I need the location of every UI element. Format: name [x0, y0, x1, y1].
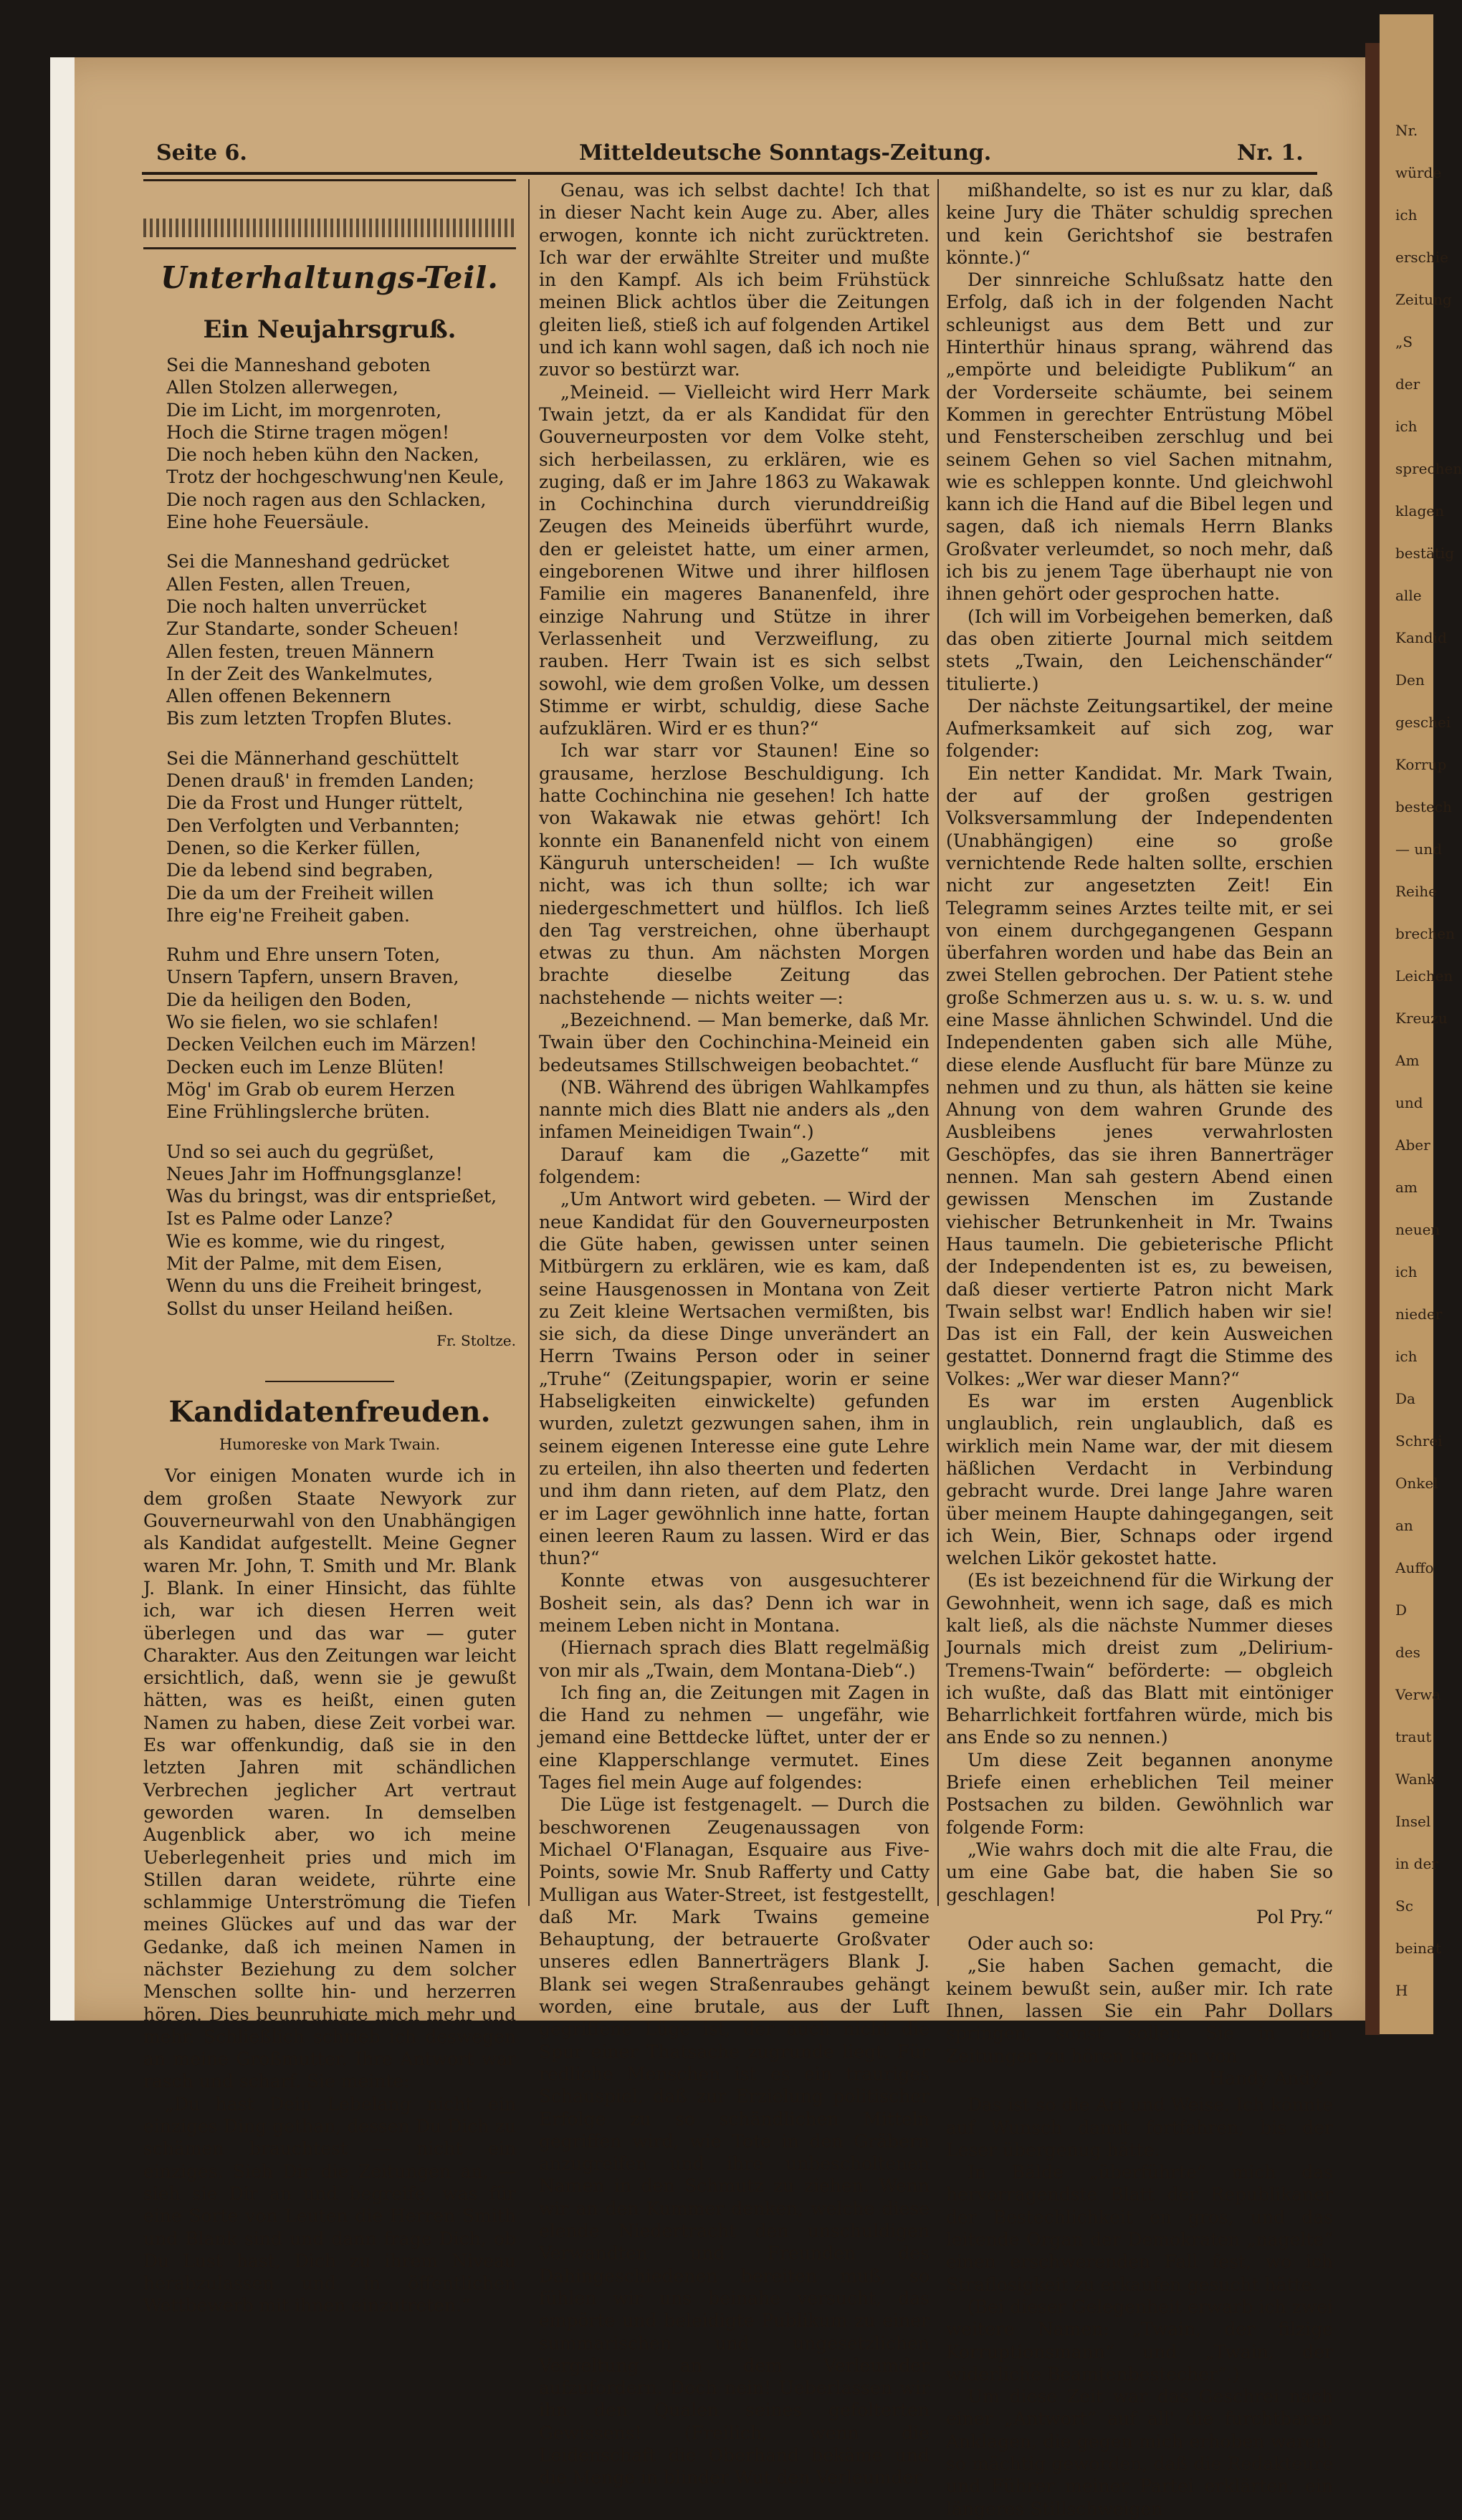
adjacent-page-fragment: Onkel — [1395, 1475, 1438, 1492]
adjacent-page-fragment: Sc — [1395, 1897, 1413, 1915]
adjacent-page-fragment: Kandid — [1395, 629, 1447, 646]
page-number: Seite 6. — [156, 140, 247, 166]
paragraph: „Sie haben Sachen gemacht, die keinem bewußt sein, außer mir. Ich rate Ihnen, lassen Sie ein Pahr Dollars springen, sonst sollen Sie in den Zeitungen zu hören kriegen von — [946, 1955, 1333, 2066]
paragraph: Oder auch so: — [968, 1933, 1094, 1955]
poem-line: Die noch halten unverrücket — [166, 595, 426, 617]
adjacent-page-fragment: brechen — [1395, 925, 1455, 942]
paragraph: (Es ist bezeichnend für die Wirkung der Gewohnheit, wenn ich sage, daß es mich kalt ließ, als die nächste Nummer dieses Journals mich dreist zum „Delirium-Tremens-Twain“ beförderte: — obgleich ich wußte, daß das Blatt mit eintöniger Beharrlichkeit fortfahren würde, mich bis ans Ende so zu nennen.) — [946, 1570, 1333, 1748]
poem-line: Decken euch im Lenze Blüten! — [166, 1056, 445, 1078]
letter-signature: Pol Pry.“ — [1256, 1906, 1333, 1927]
paragraph: (NB. Während des übrigen Wahlkampfes nannte mich dies Blatt nie anders als „den infamen Meineidigen Twain“.) — [539, 1076, 930, 1143]
adjacent-page-fragment: Auffo — [1395, 1559, 1434, 1576]
book-binding — [1365, 43, 1380, 2035]
adjacent-page-fragment: traut — [1395, 1728, 1432, 1745]
adjacent-page-fragment: Schrei — [1395, 1432, 1443, 1450]
paragraph: Um diese Zeit war das Geschrei nach einer „Antwort“ auf all' die furchtbaren Anklagen, die gegen mich erhoben waren, so mächtig geworden, daß die Redakteure und Führer meiner Partei erklärten, ein längeres Stillschweigen — [946, 2386, 1333, 2519]
adjacent-page-fragment: erschie — [1395, 249, 1448, 266]
poem-line: Ihre eig'ne Freiheit gaben. — [166, 904, 410, 926]
story-title: Kandidatenfreuden. — [168, 1395, 491, 1429]
poem-line: Den Verfolgten und Verbannten; — [166, 815, 460, 836]
issue-number: Nr. 1. — [1237, 140, 1304, 166]
poem-stanza — [166, 354, 516, 533]
section-title: Unterhaltungs-Teil. — [161, 260, 499, 295]
paragraph: In Bälde „überführte“ mich das hervorragendste Blatt der Republikaner der Bestechlichkeit en gros, und das leitende Organ der Demokraten „nagelte“ einen erschwerenden Fall fest, wo ich Straflosigkeit zu erkaufen gesucht hätte. — [946, 2162, 1333, 2295]
paragraph: Das ist so die Art und Weise. Ich könnte auf Wunsch damit fortfahren, bis der Leser übergenug hätte. — [946, 2094, 1333, 2160]
adjacent-page-fragment: an — [1395, 1517, 1413, 1534]
paragraph: Vor einigen Monaten wurde ich in dem großen Staate Newyork zur Gouverneurwahl von den Unabhängigen als Kandidat aufgestellt. Meine Gegner waren Mr. John, T. Smith und Mr. Blank J. Blank. In einer Hinsicht, das fühlte ich, war ich diesen Herren weit überlegen und das war — guter Charakter. Aus den Zeitungen war leicht ersichtlich, daß, wenn sie je gewußt hätten, was es heißt, einen guten Namen zu haben, diese Zeit vorbei war. Es war offenkundig, daß sie in den letzten Jahren mit schändlichen Verbrechen jeglicher Art vertraut geworden waren. In demselben Augenblick aber, wo ich meine Ueberlegenheit pries und mich im Stillen daran weidete, rührte eine schlammige Unterströmung die Tiefen meines Glückes auf und das war der Gedanke, daß ich meinen Namen in nächster Beziehung zu dem solcher Menschen sollte hin- und herzerren hören. Dies beunruhigte mich mehr und mehr. Schließlich schrieb ich deswegen an meine Großmutter. Ihre Antwort war rasch und scharf. Sie meinte: — [143, 1465, 516, 2092]
adjacent-page-fragment: Nr. — [1395, 122, 1418, 139]
adjacent-page-fragment: H — [1395, 1982, 1408, 1999]
adjacent-page-fragment: Aber — [1395, 1136, 1430, 1154]
adjacent-page-fragment: am — [1395, 1179, 1418, 1196]
paragraph: Der sinnreiche Schlußsatz hatte den Erfolg, daß ich in der folgenden Nacht schleunigst aus dem Bett und zur Hinterthür hinaus sprang, während das „empörte und beleidigte Publikum“ an der Vorderseite schäumte, bei seinem Kommen in gerechter Entrüstung Möbel und Fensterscheiben zerschlug und bei seinem Gehen so viel Sachen mitnahm, wie es schleppen konnte. Und gleichwohl kann ich die Hand auf die Bibel legen und sagen, daß ich niemals Herrn Blanks Großvater verleumdet, so noch mehr, daß ich bis zu jenem Tage überhaupt nie von ihnen gehört oder gesprochen hatte. — [946, 269, 1333, 605]
poem-line: Die im Licht, im morgenroten, — [166, 399, 442, 421]
adjacent-page-fragment: Zeitung — [1395, 291, 1452, 308]
paragraph: „Bezeichnend. — Man bemerke, daß Mr. Twain über den Cochinchina-Meineid ein bedeutsames Stillschweigen beobachtet.“ — [539, 1009, 930, 1075]
paragraph: Die Lüge ist festgenagelt. — Durch die beschworenen Zeugenaussagen von Michael O'Flanagan, Esquaire aus Five-Points, sowie Mr. Snub Rafferty und Catty Mulligan aus Water-Street, ist festgestellt, daß Mr. Mark Twains gemeine Behauptung, der betrauerte Großvater unseres edlen Bannerträgers Blank J. Blank sei wegen Straßenraubes gehängt worden, eine brutale, aus der Luft gegriffene Lüge ist, der auch nicht die Spur einer Thatsache zugrunde liegt. Für redliche Menschen ist es ein trauriges Schauspiel, daß zur Erzielung politischer Erfolge zu so schändlichen Mitteln gegriffen wird, wie Tote in den Gräbern anzugreifen und ihre unbescholtenen Namen in den Schmutz zu ziehen. Wenn wir an den Kummer denken, welche diese elende Niedertracht den unschuldigen Verwandten und Freunden des Dahingeschiedenen bereiten muß, so fühlen wir uns beinahe versucht, das empörte und beleidigte Publikum zu einer summarischen und ungesetzlichen Vergeltung an dem Verleumder aufzufordern. Doch nein! Ueberlassen wir ihn den Qualen seines gefolterten Gewissens! (Freilich, wenn die Leidenschaft die Oberhand bekäme und die Menge in blinder Wut den Verleumder — [539, 1794, 930, 2488]
adjacent-page-fragment: Kreuzu — [1395, 1010, 1448, 1027]
poem-line: Was du bringst, was dir entsprießet, — [166, 1186, 497, 1207]
poem-line: Denen, so die Kerker füllen, — [166, 837, 421, 858]
paragraph: „Wie wahrs doch mit die alte Frau, die um eine Gabe bat, die haben Sie so geschlagen! — [946, 1839, 1333, 1905]
poem-line: Zur Standarte, sonder Scheuen! — [166, 618, 459, 640]
adjacent-page-fragment: ich — [1395, 1348, 1418, 1365]
paragraph: „Meineid. — Vielleicht wird Herr Mark Twain jetzt, da er als Kandidat für den Gouverneurposten vor dem Volke steht, sich herbeilassen, zu erklären, wie es zuging, daß er im Jahre 1863 zu Wakawak in Cochinchina durch vierunddreißig Zeugen des Meineids überführt wurde, den er geleistet hatte, um einer armen, eingeborenen Witwe und ihrer hilflosen Familie ein mageres Bananenfeld, ihre einzige Nahrung und Stütze in ihrer Verlassenheit und Verzweiflung, zu rauben. Herr Twain ist es sich selbst sowohl, wie dem großen Volke, um dessen Stimme er wirbt, schuldig, diese Sache aufzuklären. Wird er es thun?“ — [539, 381, 930, 739]
poem-line: Ruhm und Ehre unsern Toten, — [166, 944, 441, 966]
poem-line: Sei die Männerhand geschüttelt — [166, 747, 459, 769]
story-text — [946, 179, 1333, 1906]
poem-line: In der Zeit des Wankelmutes, — [166, 663, 434, 684]
poem-line: Wenn du uns die Freiheit bringest, — [166, 1275, 483, 1297]
paragraph: Genau, was ich selbst dachte! Ich that in dieser Nacht kein Auge zu. Aber, alles erwogen, konnte ich nicht zurücktreten. Ich war der erwählte Streiter und mußte in den Kampf. Als ich beim Frühstück meinen Blick achtlos über die Zeitungen gleiten ließ, stieß ich auf folgenden Artikel und ich kann wohl sagen, daß ich noch nie zuvor so bestürzt war. — [539, 180, 930, 380]
poem-line: Allen festen, treuen Männern — [166, 641, 434, 662]
column-rule — [937, 179, 939, 1906]
poem-stanza — [166, 747, 516, 926]
poem-line: Ist es Palme oder Lanze? — [166, 1208, 393, 1230]
header-rule — [142, 172, 1317, 175]
paragraph: Der nächste Zeitungsartikel, der meine Aufmerksamkeit auf sich zog, war folgender: — [946, 695, 1333, 762]
poem-line: Neues Jahr im Hoffnungsglanze! — [166, 1163, 463, 1184]
adjacent-page-fragment: Reihe — [1395, 883, 1438, 900]
paragraph: Darauf kam die „Gazette“ mit folgendem: — [539, 1144, 930, 1188]
adjacent-page-fragment: neuen — [1395, 1221, 1440, 1238]
poem-line: Bis zum letzten Tropfen Blutes. — [166, 708, 452, 729]
poem-line: Und so sei auch du gegrüßet, — [166, 1141, 434, 1162]
page-edge-strip — [50, 57, 75, 2021]
adjacent-page-fragment: — und — [1395, 840, 1442, 858]
adjacent-page-fragment: Da — [1395, 1390, 1415, 1407]
story-text — [539, 179, 930, 2489]
poem-line: Mit der Palme, mit dem Eisen, — [166, 1252, 443, 1274]
poem-line: Die da lebend sind begraben, — [166, 860, 434, 881]
adjacent-page-fragment: der — [1395, 375, 1420, 393]
poem-line: Hoch die Stirne tragen mögen! — [166, 421, 450, 443]
adjacent-page-fragment: ich — [1395, 418, 1418, 435]
paragraph: Es war im ersten Augenblick unglaublich, rein unglaublich, daß es wirklich mein Name war, der mit diesem häßlichen Verdacht in Verbindung gebracht wurde. Drei lange Jahre waren über meinem Haupte dahingegangen, seit ich Wein, Bier, Schnaps oder irgend welchen Likör gekostet hatte. — [946, 1391, 1333, 1569]
paragraph: Ich war starr vor Staunen! Eine so grausame, herzlose Beschuldigung. Ich hatte Cochinchina nie gesehen! Ich hatte von Wakawak nie etwas gehört! Ich konnte ein Bananenfeld nicht von einem Känguruh unterscheiden! — Ich wußte nicht, was ich thun sollte; ich war niedergeschmettert und hülflos. Ich ließ den Tag verstreichen, ohne überhaupt etwas zu thun. Am nächsten Morgen brachte dieselbe Zeitung das nachstehende — nichts weiter —: — [539, 740, 930, 1008]
section-divider — [265, 1381, 394, 1382]
adjacent-page-fragment: „S — [1395, 333, 1413, 350]
adjacent-page-fragment: Wank — [1395, 1771, 1435, 1788]
poem-line: Denen drauß' in fremden Landen; — [166, 770, 474, 792]
poem-stanza — [166, 944, 516, 1123]
poem-line: Eine Frühlingslerche brüten. — [166, 1101, 431, 1123]
adjacent-page-fragment: beinat — [1395, 1940, 1441, 1957]
poem-line: Die da heiligen den Boden, — [166, 989, 412, 1010]
poem-line: Die noch heben kühn den Nacken, — [166, 444, 479, 466]
adjacent-page — [1380, 14, 1462, 2034]
poem-title: Ein Neujahrsgruß. — [203, 315, 457, 344]
paragraph: „Um Antwort wird gebeten. — Wird der neue Kandidat für den Gouverneurposten die Güte haben, gewissen unter seinen Mitbürgern zu erklären, wie es kam, daß seine Hausgenossen in Montana von Zeit zu Zeit kleine Wertsachen vermißten, bis sie sich, da diese Dinge unverändert an Herrn Twains Person oder in seiner „Truhe“ (Zeitungspapier, worin er seine Habseligkeiten einwickelte) gefunden wurden, zuletzt gezwungen sahen, ihm in seinem eigenen Interesse eine gute Lehre zu erteilen, ihn also theerten und federten und ihm dann rieten, auf dem Platz, den er im Lager gewöhnlich inne hatte, fortan einen leeren Raum zu lassen. Wird er das thun?“ — [539, 1189, 930, 1569]
adjacent-page-fragment: ich — [1395, 206, 1418, 224]
poem-line: Unsern Tapfern, unsern Braven, — [166, 967, 459, 988]
story-text — [946, 1932, 1333, 2067]
ornament-frame — [143, 179, 516, 249]
column-1 — [143, 179, 516, 2317]
paragraph: Ich fing an, die Zeitungen mit Zagen in die Hand zu nehmen — ungefähr, wie jemand eine Bettdecke lüftet, unter der er eine Klapperschlange vermutet. Eines Tages fiel mein Auge auf folgendes: — [539, 1682, 930, 1793]
column-2 — [539, 179, 930, 2489]
poem-line: Sollst du unser Heiland heißen. — [166, 1298, 454, 1319]
poem-line: Wo sie fielen, wo sie schlafen! — [166, 1012, 439, 1033]
poem-line: Allen Stolzen allerwegen, — [166, 377, 398, 398]
adjacent-page-fragment: bestech — [1395, 798, 1452, 815]
paragraph: Konnte etwas von ausgesuchterer Bosheit sein, als das? Denn ich war in meinem Leben nicht in Montana. — [539, 1570, 930, 1636]
poem-line: Allen Festen, allen Treuen, — [166, 573, 411, 595]
adjacent-page-fragment: in der — [1395, 1855, 1438, 1872]
story-text — [946, 2094, 1333, 2520]
paragraph: (Ich will im Vorbeigehen bemerken, daß das oben zitierte Journal mich seitdem stets „Twain, den Leichenschänder“ titulierte.) — [946, 605, 1333, 694]
paragraph: Ein netter Kandidat. Mr. Mark Twain, der auf der großen gestrigen Volksversammlung der Independenten (Unabhängigen) eine so große vernichtende Rede halten sollte, erschien nicht zur angesetzten Zeit! Ein Telegramm seines Arztes teilte mit, er sei von einem durchgegangenen Gespann überfahren worden und habe das Bein an zwei Stellen gebrochen. Der Patient stehe große Schmerzen aus u. s. w. u. s. w. und eine Masse ähnlichen Schwindel. Und die Independenten gaben sich alle Mühe, diese elende Ausflucht für bare Münze zu nehmen und zu thun, als hätten sie keine Ahnung von dem wahren Grunde des Ausbleibens jenes verwahrlosten Geschöpfes, das sie ihren Bannerträger nennen. Man sah gestern Abend einen gewissen Menschen im Zustande viehischer Betrunkenheit in Mr. Twains Haus taumeln. Die gebieterische Pflicht der Independenten ist es, zu beweisen, daß dieser vertierte Patron nicht Mark Twain selbst war! Endlich haben wir sie! Das ist ein Fall, der kein Ausweichen gestattet. Donnernd fragt die Stimme des Volkes: „Wer war dieser Mann?“ — [946, 762, 1333, 1389]
poem-line: Sei die Manneshand gedrücket — [166, 551, 449, 572]
poem-body — [143, 354, 516, 1320]
adjacent-page-fragment: Leichen — [1395, 967, 1453, 984]
adjacent-page-fragment: D — [1395, 1601, 1408, 1619]
adjacent-page-fragment: und — [1395, 1094, 1423, 1111]
ornament-band — [143, 219, 516, 237]
adjacent-page-fragment: würde — [1395, 164, 1442, 181]
letter-signature: Handy Andy.“ — [1209, 2067, 1333, 2089]
poem-stanza — [166, 1141, 516, 1320]
poem-line: Wie es komme, wie du ringest, — [166, 1230, 446, 1252]
poem-line: Trotz der hochgeschwung'nen Keule, — [166, 466, 505, 488]
paragraph: (Bei dieser Gelegenheit erwarb ich zwei weitere Namen: „Twain, der filzige Korruptionsmann“ und „Twain, der widerliche Beamtenbestecher“.) — [946, 2296, 1333, 2385]
paragraph: mißhandelte, so ist es nur zu klar, daß keine Jury die Thäter schuldig sprechen und kein Gerichtshof sie bestrafen könnte.)“ — [946, 180, 1333, 268]
adjacent-page-fragment: geschei — [1395, 714, 1451, 731]
column-rule — [528, 179, 530, 1906]
adjacent-page-fragment: klagen — [1395, 502, 1444, 519]
adjacent-page-fragment: bestätig — [1395, 545, 1455, 562]
adjacent-page-fragment: Verwa — [1395, 1686, 1441, 1703]
poem-line: Die da um der Freiheit willen — [166, 882, 434, 904]
poem-line: Sei die Manneshand geboten — [166, 355, 431, 375]
poem-line: Decken Veilchen euch im Märzen! — [166, 1034, 477, 1055]
adjacent-page-fragment: Am — [1395, 1052, 1420, 1069]
poem-author: Fr. Stoltze. — [436, 1331, 516, 1349]
adjacent-page-fragment: sprechen — [1395, 460, 1462, 477]
poem-line: Eine hohe Feuersäule. — [166, 512, 370, 533]
paragraph: Um diese Zeit begannen anonyme Briefe einen erheblichen Teil meiner Postsachen zu bilden. Gewöhnlich war folgende Form: — [946, 1749, 1333, 1838]
story-text — [143, 1465, 516, 2317]
adjacent-page-fragment: Korrup — [1395, 756, 1447, 773]
column-3 — [946, 179, 1333, 2520]
adjacent-page-fragment: Den — [1395, 671, 1425, 689]
story-subtitle: Humoreske von Mark Twain. — [219, 1436, 441, 1454]
poem-line: Mög' im Grab ob eurem Herzen — [166, 1078, 455, 1100]
poem-line: Die da Frost und Hunger rüttelt, — [166, 792, 464, 814]
newspaper-title: Mitteldeutsche Sonntags-Zeitung. — [579, 140, 992, 166]
paragraph: (Hiernach sprach dies Blatt regelmäßig von mir als „Twain, dem Montana-Dieb“.) — [539, 1637, 930, 1681]
poem-line: Die noch ragen aus den Schlacken, — [166, 489, 487, 510]
paragraph: „Du hast Dein Lebelang nicht ein einziges Ding gethan, dessen Du Dich zu schämen brauchtest — nicht ein einziges. Sieh Dir die Zeitungen an, — sieh sie Dir an und begreife, was für eine Sorte von Leuten die Herren Smith und Blank sind und dann frage Dich, ob Du Lust hast, Dich zu ihrem Niveau herabzulassen und in öffentlichen Wettbewerb mit ihnen einzutreten.“ — [143, 2093, 516, 2317]
adjacent-page-fragment: alle — [1395, 587, 1422, 604]
adjacent-page-fragment: Insel — [1395, 1813, 1431, 1830]
adjacent-page-fragment: des — [1395, 1644, 1420, 1661]
adjacent-page-fragment: nieder — [1395, 1305, 1443, 1323]
poem-stanza — [166, 550, 516, 729]
adjacent-page-fragment: ich — [1395, 1263, 1418, 1280]
poem-line: Allen offenen Bekennern — [166, 686, 391, 707]
